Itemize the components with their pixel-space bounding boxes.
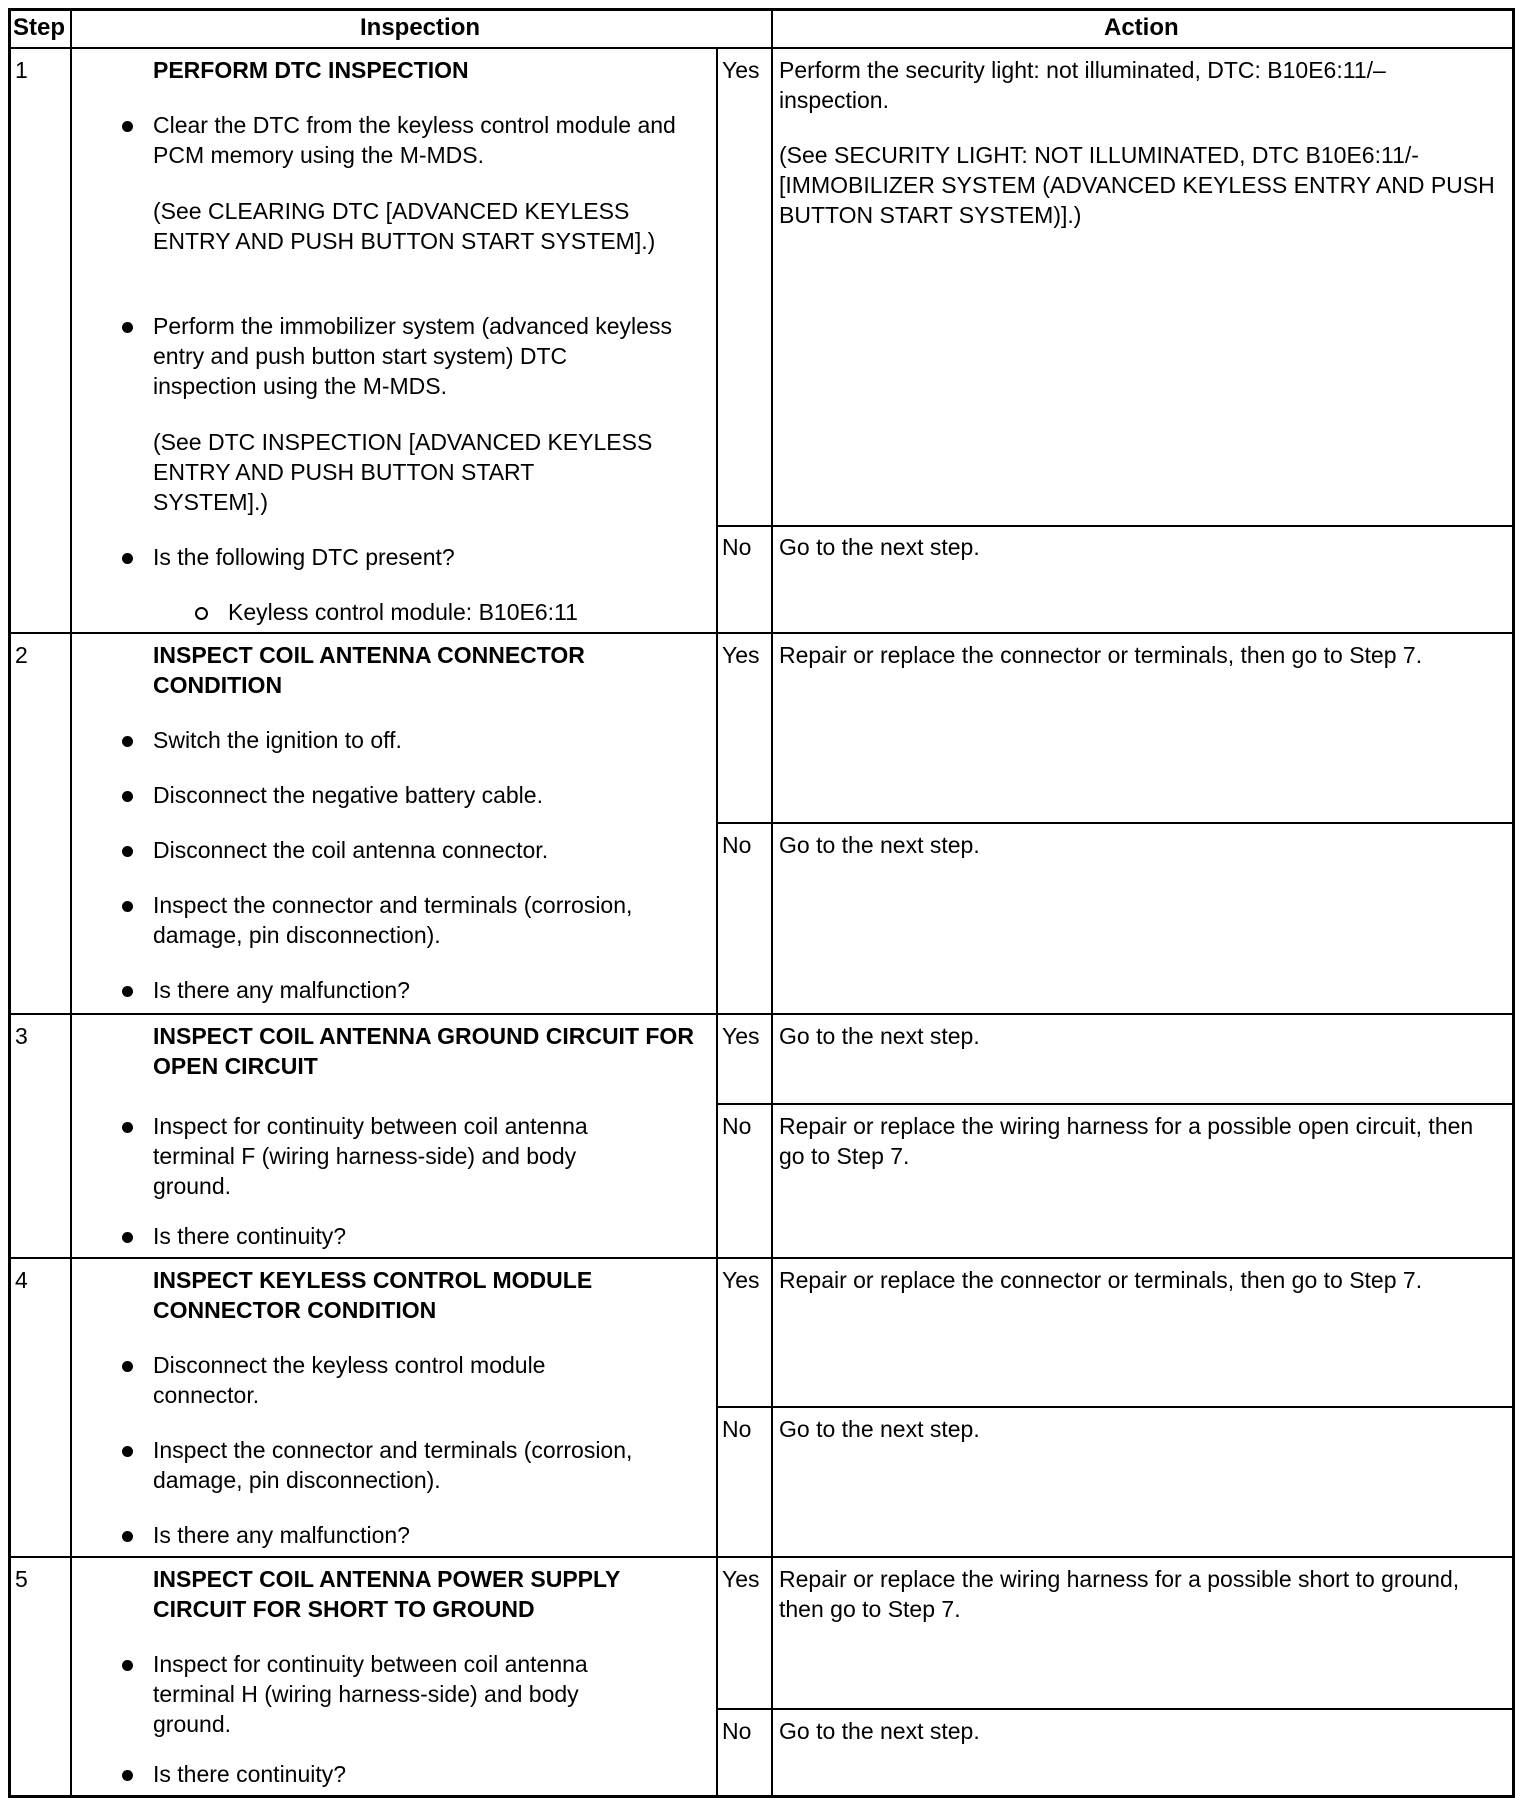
- bullet-icon: [122, 986, 133, 997]
- no-label: No: [722, 1113, 752, 1139]
- header-rule: [8, 47, 1514, 49]
- bullet-icon: [122, 736, 133, 747]
- reference-note: (See CLEARING DTC [ADVANCED KEYLESS ENTRY AND PUSH BUTTON START SYSTEM].): [153, 198, 656, 254]
- yes-label: Yes: [722, 1023, 760, 1049]
- inspection-subitem: Keyless control module: B10E6:11: [228, 599, 578, 625]
- no-label: No: [722, 832, 752, 858]
- bullet-icon: [122, 846, 133, 857]
- col-sep-step: [70, 8, 72, 1798]
- bullet-icon: [122, 121, 133, 132]
- yes-reference-note: (See SECURITY LIGHT: NOT ILLUMINATED, DTC B10E6:11/-[IMMOBILIZER SYSTEM (ADVANCED KEYLESS ENTRY AND PUSH BUTTON START SYSTEM)].): [779, 142, 1495, 228]
- bullet-icon: [122, 1232, 133, 1243]
- yes-action: Go to the next step.: [779, 1023, 980, 1049]
- step-number: 5: [15, 1566, 28, 1592]
- step-title: INSPECT COIL ANTENNA CONNECTOR CONDITION: [153, 642, 585, 698]
- row-sep-1-2: [8, 632, 1514, 634]
- bullet-icon: [122, 1361, 133, 1372]
- no-action: Go to the next step.: [779, 832, 980, 858]
- header-action: Action: [1104, 14, 1179, 41]
- bullet-icon: [122, 1531, 133, 1542]
- yes-label: Yes: [722, 57, 760, 83]
- yesno-sep-2: [716, 822, 1514, 824]
- step-title: PERFORM DTC INSPECTION: [153, 57, 469, 83]
- inspection-item: Perform the immobilizer system (advanced keyless entry and push button start system) DTC inspection using the M-MDS.: [153, 313, 672, 399]
- no-action: Go to the next step.: [779, 534, 980, 560]
- no-action: Repair or replace the wiring harness for a possible open circuit, then go to Step 7.: [779, 1113, 1474, 1169]
- table-border-top: [8, 8, 1514, 11]
- inspection-item: Clear the DTC from the keyless control module and PCM memory using the M-MDS.: [153, 112, 676, 168]
- step-title: INSPECT COIL ANTENNA POWER SUPPLY CIRCUIT FOR SHORT TO GROUND: [153, 1566, 620, 1622]
- bullet-icon: [122, 1660, 133, 1671]
- yesno-sep-4: [716, 1406, 1514, 1408]
- inspection-item: Inspect for continuity between coil antenna terminal H (wiring harness-side) and body ground.: [153, 1651, 588, 1737]
- row-sep-4-5: [8, 1556, 1514, 1558]
- no-label: No: [722, 1718, 752, 1744]
- yes-action: Repair or replace the connector or terminals, then go to Step 7.: [779, 642, 1423, 668]
- yesno-sep-3: [716, 1103, 1514, 1105]
- inspection-item: Inspect for continuity between coil antenna terminal F (wiring harness-side) and body ground.: [153, 1113, 588, 1199]
- row-sep-3-4: [8, 1257, 1514, 1259]
- bullet-icon: [122, 791, 133, 802]
- bullet-icon: [122, 322, 133, 333]
- bullet-icon: [122, 901, 133, 912]
- yes-action: Repair or replace the wiring harness for a possible short to ground, then go to Step 7.: [779, 1566, 1460, 1622]
- step-number: 2: [15, 642, 28, 668]
- bullet-icon: [122, 1122, 133, 1133]
- reference-note: (See DTC INSPECTION [ADVANCED KEYLESS ENTRY AND PUSH BUTTON START SYSTEM].): [153, 429, 653, 515]
- sub-bullet-icon: [195, 607, 208, 620]
- yes-action: Repair or replace the connector or terminals, then go to Step 7.: [779, 1267, 1423, 1293]
- bullet-icon: [122, 553, 133, 564]
- yesno-sep-1: [716, 525, 1514, 527]
- inspection-question: Is there any malfunction?: [153, 1522, 410, 1548]
- header-step: Step: [13, 14, 66, 41]
- table-border-left: [8, 8, 11, 1798]
- row-sep-2-3: [8, 1013, 1514, 1015]
- inspection-item: Switch the ignition to off.: [153, 727, 402, 753]
- yes-label: Yes: [722, 1267, 760, 1293]
- no-action: Go to the next step.: [779, 1416, 980, 1442]
- inspection-item: Disconnect the coil antenna connector.: [153, 837, 549, 863]
- step-number: 3: [15, 1023, 28, 1049]
- yesno-sep-5: [716, 1708, 1514, 1710]
- inspection-question: Is there any malfunction?: [153, 977, 410, 1003]
- yes-label: Yes: [722, 1566, 760, 1592]
- header-inspection: Inspection: [360, 14, 481, 41]
- yes-label: Yes: [722, 642, 760, 668]
- table-border-right: [1512, 8, 1515, 1798]
- step-title: INSPECT KEYLESS CONTROL MODULE CONNECTOR CONDITION: [153, 1267, 593, 1323]
- yes-action: Perform the security light: not illuminated, DTC: B10E6:11/– inspection.: [779, 57, 1386, 113]
- step-title: INSPECT COIL ANTENNA GROUND CIRCUIT FOR OPEN CIRCUIT: [153, 1023, 694, 1079]
- bullet-icon: [122, 1770, 133, 1781]
- no-label: No: [722, 1416, 752, 1442]
- inspection-item: Disconnect the keyless control module connector.: [153, 1352, 546, 1408]
- bullet-icon: [122, 1446, 133, 1457]
- col-sep-yesno: [716, 48, 718, 1798]
- col-sep-action: [771, 8, 773, 1798]
- inspection-item: Inspect the connector and terminals (corrosion, damage, pin disconnection).: [153, 892, 633, 948]
- no-action: Go to the next step.: [779, 1718, 980, 1744]
- step-number: 4: [15, 1267, 28, 1293]
- inspection-item: Disconnect the negative battery cable.: [153, 782, 543, 808]
- inspection-question: Is there continuity?: [153, 1223, 347, 1249]
- step-number: 1: [15, 57, 28, 83]
- inspection-question: Is the following DTC present?: [153, 544, 455, 570]
- inspection-item: Inspect the connector and terminals (corrosion, damage, pin disconnection).: [153, 1437, 633, 1493]
- no-label: No: [722, 534, 752, 560]
- inspection-question: Is there continuity?: [153, 1761, 347, 1787]
